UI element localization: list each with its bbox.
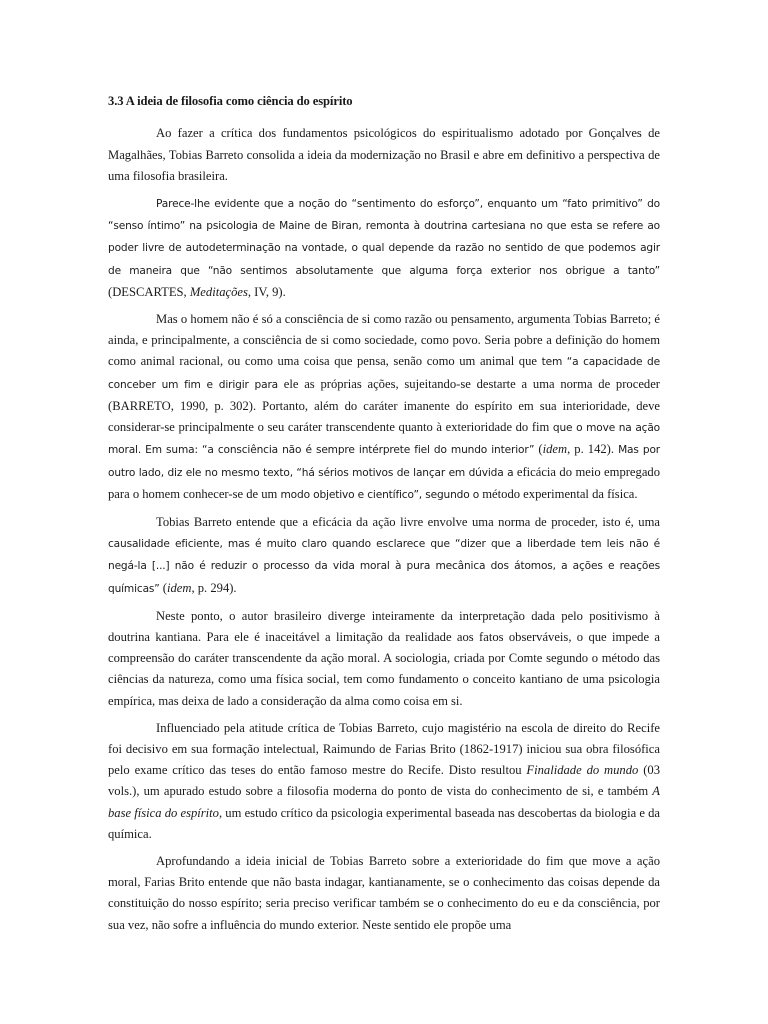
paragraph-3-quote: que o move na ação moral. Em suma: “a consciência não é sempre intérprete fiel do mundo interior”	[108, 422, 661, 457]
paragraph-6	[108, 718, 660, 846]
paragraph-4-text: Tobias Barreto entende que a eficácia da ação livre envolve uma norma de proceder, isto é, uma	[156, 514, 660, 529]
citation-idem: idem	[166, 580, 192, 595]
book-title: A base física do espírito	[108, 784, 660, 820]
paragraph-1-text: Ao fazer a crítica dos fundamentos psicológicos do espiritualismo adotado por Gonçalves de Magalhães, Tobias Barreto consolida a ideia da modernização no Brasil e abre em definitivo a perspectiva de uma filosofia brasileira.	[108, 126, 660, 183]
paragraph-6-text: , um estudo crítico da psicologia experimental baseada nas descobertas da biologia e da química.	[108, 805, 660, 841]
citation-text: (DESCARTES,	[108, 284, 190, 299]
paragraph-7-text: Aprofundando a ideia inicial de Tobias Barreto sobre a exterioridade do fim que move a ação moral, Farias Brito entende que não basta indagar, kantianamente, se o conhecimento das coisas depende da constituição do nosso espírito; seria preciso verificar também se o conhecimento do eu e da consciência, por sua vez, não sofre a influência do mundo exterior. Neste sentido ele propõe uma	[108, 853, 660, 932]
paragraph-7	[108, 851, 660, 936]
paragraph-6-text: (03 vols.), um apurado estudo sobre a filosofia moderna do ponto de vista do conhecimento de si, e também	[108, 763, 660, 799]
paragraph-5	[108, 606, 660, 712]
book-title: Finalidade do mundo	[526, 763, 639, 778]
citation-location: , p. 142).	[567, 442, 619, 457]
paragraph-3-quote: modo objetivo e científico”, segundo o	[280, 489, 480, 502]
paragraph-1	[108, 123, 660, 187]
paragraph-4-quote: causalidade eficiente, mas é muito claro quando esclarece que “dizer que a liberdade tem leis não é negá-la [...] não é reduzir o processo da vida moral à pura mecânica dos átomos, a ações e reações químicas”	[108, 538, 660, 595]
paragraph-3-text: ele as próprias ações, sujeitando-se destarte a uma norma de proceder (BARRETO, 1990, p. 302). Portanto, além do caráter imanente do espírito em sua interioridade, deve considerar-se principalmente o seu caráter transcendente quanto à exterioridade do fim	[108, 376, 660, 435]
paragraph-3-text: eficácia do meio empregado para o homem conhecer-se de um	[108, 464, 660, 502]
paragraph-5-text: Neste ponto, o autor brasileiro diverge inteiramente da interpretação dada pelo positivismo à doutrina kantiana. Para ele é inaceitável a limitação da realidade aos fatos observáveis, o que impede a compreensão do caráter transcendente da ação moral. A sociologia, criada por Comte segundo o método das ciências da natureza, como uma física social, tem como fundamento o conceito kantiano de uma psicologia empírica, mas deixa de lado a consideração da alma como coisa em si.	[108, 608, 660, 708]
citation-text: (	[159, 580, 167, 595]
citation-work-title: Meditações	[189, 284, 248, 299]
citation-text: (	[534, 442, 543, 457]
citation-location: , IV, 9).	[247, 284, 286, 299]
paragraph-3-quote: tem “a capacidade de conceber um fim e dirigir para	[108, 356, 661, 391]
paragraph-2-text: Parece-lhe evidente que a noção do “sentimento do esforço”, enquanto um “fato primitivo” do “senso íntimo” na psicologia de Maine de Biran, remonta à doutrina cartesiana no que esta se refere ao poder livre de autodeterminação na vontade, o qual depende da razão no sentido de que podemos agir de maneira que “não sentimos absolutamente que alguma força exterior nos obrigue a tanto”	[108, 197, 660, 277]
paragraph-3-text: Mas o homem não é só a consciência de si como razão ou pensamento, argumenta Tobias Barreto; é ainda, e principalmente, a consciência de si como sociedade, como povo. Seria pobre a definição do homem como animal racional, ou como uma coisa que pensa, senão como um animal que	[108, 311, 660, 369]
document-page	[108, 91, 660, 936]
paragraph-3	[108, 309, 660, 507]
paragraph-6-text: Influenciado pela atitude crítica de Tobias Barreto, cujo magistério na escola de direito do Recife foi decisivo em sua formação intelectual, Raimundo de Farias Brito (1862-1917) iniciou sua obra filosófica pelo exame crítico das teses do então famoso mestre do Recife. Disto resultou	[108, 720, 660, 778]
paragraph-4	[108, 512, 660, 600]
section-heading: 3.3 A ideia de filosofia como ciência do espírito	[108, 94, 353, 108]
paragraph-3-text: método experimental da física.	[479, 487, 638, 502]
citation-location: , p. 294).	[191, 580, 237, 595]
paragraph-3-quote: Mas por outro lado, diz ele no mesmo texto, “há sérios motivos de lançar em dúvida a	[108, 444, 661, 479]
citation-idem: idem	[542, 442, 568, 457]
paragraph-2	[108, 193, 660, 303]
